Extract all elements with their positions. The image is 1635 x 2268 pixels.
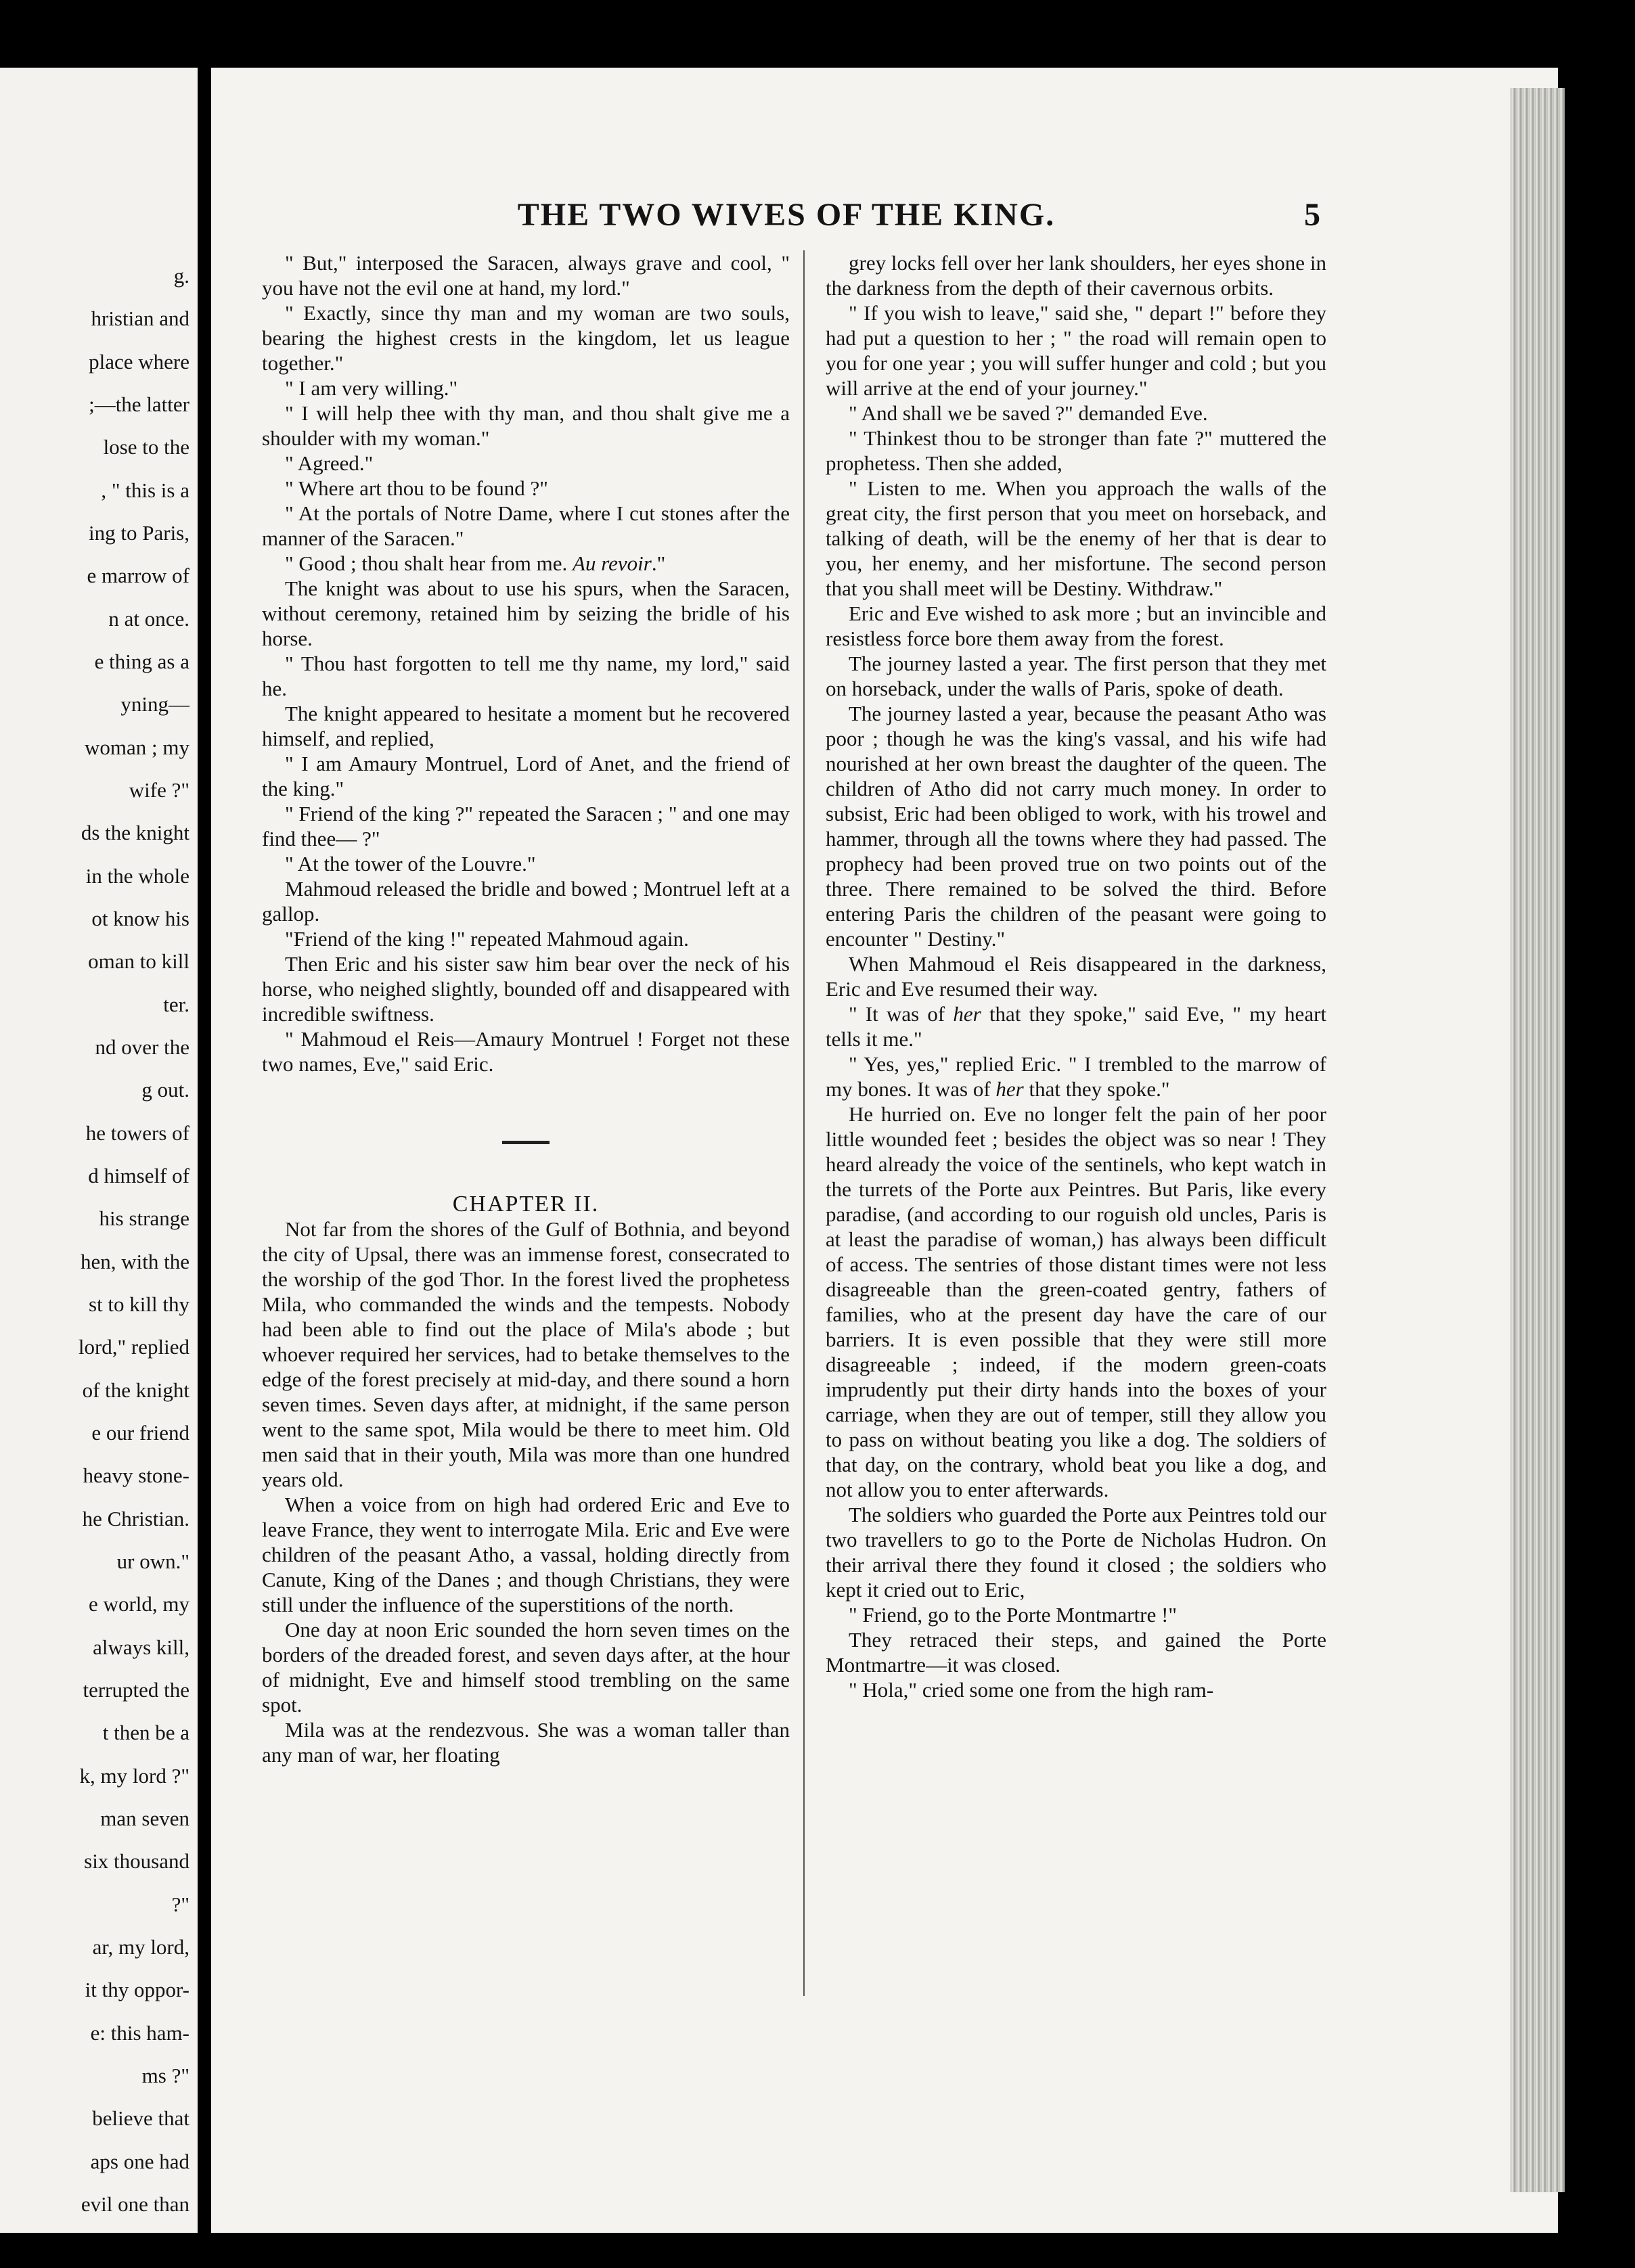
left-page-line: k, my lord ?" [79, 1764, 189, 1788]
italic-run: her [953, 1002, 981, 1026]
paragraph: The knight appeared to hesitate a moment but he recovered himself, and replied, [262, 702, 790, 750]
left-page-line: hristian and [91, 307, 189, 330]
running-title: THE TWO WIVES OF THE KING. [517, 197, 1056, 233]
left-page-line: e: this ham- [90, 2021, 189, 2045]
left-page-line: man seven [100, 1807, 189, 1830]
paragraph: The journey lasted a year. The first person that they met on horseback, under the walls of Paris, spoke of death. [826, 652, 1326, 700]
left-page-line: always kill, [93, 1635, 189, 1659]
left-page-line: ot know his [91, 907, 189, 930]
paragraph: When a voice from on high had ordered Eric and Eve to leave France, they went to interrogate Mila. Eric and Eve were children of the peasant Atho, a vassal, holding directly from Canute, King of the Danes ; and though Christians, they were still under the influence of the superstitions of the north. [262, 1493, 790, 1616]
left-page-line: six thousand [84, 1849, 189, 1873]
left-page-line: ar, my lord, [92, 1935, 189, 1959]
left-page-line: he Christian. [82, 1507, 189, 1530]
paragraph: grey locks fell over her lank shoulders, her eyes shone in the darkness from the depth of their cavernous orbits. [826, 251, 1326, 300]
left-page-line: ?" [171, 1892, 189, 1916]
left-page-line: d himself of [88, 1164, 189, 1187]
left-page-line: ds the knight [81, 821, 189, 844]
paragraph: " At the portals of Notre Dame, where I cut stones after the manner of the Saracen." [262, 501, 790, 550]
left-page-line: in the whole [85, 864, 189, 888]
left-page-line: ing to Paris, [89, 521, 189, 545]
paragraph: " Where art thou to be found ?" [285, 476, 548, 500]
paragraph: " Mahmoud el Reis—Amaury Montruel ! Forget not these two names, Eve," said Eric. [262, 1027, 790, 1076]
left-page-line: of the knight [82, 1378, 189, 1402]
left-page-line: evil one than [81, 2192, 189, 2216]
paragraph: Not far from the shores of the Gulf of Bothnia, and beyond the city of Upsal, there was an immense forest, consecrated to the worship of the god Thor. In the forest lived the prophetess Mila, who commanded the winds and the tempests. Nobody had been able to find out the place of Mila's abode ; but whoever required her services, had to betake themselves to the edge of the forest precisely at mid-day, and there sound a horn seven times. Seven days after, at midnight, if the same person went to the same spot, Mila would be there to meet him. Old men said that in their youth, Mila was more than one hundred years old. [262, 1217, 790, 1491]
paragraph [262, 551, 790, 576]
left-page-line: hen, with the [81, 1250, 189, 1273]
paragraph: " Hola," cried some one from the high ram- [849, 1678, 1214, 1702]
section-divider [502, 1141, 550, 1144]
paragraph: "Friend of the king !" repeated Mahmoud again. [285, 927, 689, 951]
paragraph: The soldiers who guarded the Porte aux Peintres told our two travellers to go to the Porte de Nicholas Hudron. On their arrival there they found it closed ; the soldiers who kept it cried out to Eric, [826, 1503, 1326, 1602]
left-page-line: g. [173, 264, 189, 288]
paragraph: " Exactly, since thy man and my woman are two souls, bearing the highest crests in the kingdom, let us league together." [262, 301, 790, 375]
paragraph: " Friend, go to the Porte Montmartre !" [849, 1603, 1178, 1627]
left-page-line: believe that [92, 2106, 189, 2130]
italic-run: Au revoir [573, 551, 652, 575]
paragraph: " Friend of the king ?" repeated the Saracen ; " and one may find thee— ?" [262, 802, 790, 850]
left-page-line: , " this is a [101, 478, 189, 502]
paragraph-group [262, 576, 790, 1076]
text-run: " Yes, yes," replied Eric. " I trembled to the marrow of my bones. It was of [826, 1052, 1326, 1101]
left-page-line: ;—the latter [89, 392, 189, 416]
left-page-line: wife ?" [129, 778, 189, 802]
italic-run: her [995, 1077, 1024, 1101]
left-page-line: e world, my [89, 1592, 189, 1616]
left-page-line: n at once. [108, 607, 189, 631]
page-edge-stack [1510, 88, 1565, 2192]
left-page-fragment [0, 68, 198, 2233]
text-column-left [262, 250, 790, 1767]
paragraph: The journey lasted a year, because the peasant Atho was poor ; though he was the king's vassal, and his wife had nourished at her own breast the daughter of the queen. The children of Atho did not carry much money. In order to subsist, Eric had been obliged to work, with his trowel and hammer, through all the towns where they had passed. The prophecy had been proved true on two points out of the three. There remained to be solved the third. Before entering Paris the children of the peasant were going to encounter " Destiny." [826, 702, 1326, 951]
left-page-line: his strange [99, 1206, 189, 1230]
paragraph: When Mahmoud el Reis disappeared in the darkness, Eric and Eve resumed their way. [826, 952, 1326, 1001]
left-page-line: terrupted the [83, 1678, 189, 1702]
left-page-line: place where [89, 350, 189, 373]
left-page-line: g out. [141, 1078, 189, 1102]
paragraph: " Agreed." [285, 451, 374, 475]
left-page-line: it thy oppor- [85, 1978, 189, 2001]
left-page-line: st to kill thy [89, 1292, 189, 1316]
left-page-line: oman to kill [88, 949, 189, 973]
paragraph: " Thinkest thou to be stronger than fate ?" muttered the prophetess. Then she added, [826, 426, 1326, 475]
paragraph-group [826, 250, 1326, 1001]
left-page-line: aps one had [90, 2150, 189, 2173]
left-page-line: lord," replied [78, 1335, 189, 1359]
paragraph: He hurried on. Eve no longer felt the pain of her poor little wounded feet ; besides the object was so near ! They heard already the voice of the sentinels, who kept watch in the turrets of the Porte aux Peintres. But Paris, like every paradise, (and according to our roguish old uncles, Paris is at least the paradise of woman,) has always been difficult of access. The sentries of those distant times were not less disagreeable than the green-coated gentry, fathers of families, who at the present day have the care of our barriers. It is even possible that they were still more disagreeable ; indeed, if the modern green-coats imprudently put their dirty hands into the boxes of your carriage, when they are out of temper, still they allow you to pass on without beating you like a dog. The soldiers of that day, on the contrary, whold beat you like a dog, and not allow you to enter afterwards. [826, 1102, 1326, 1501]
paragraph: The knight was about to use his spurs, when the Saracen, without ceremony, retained him by seizing the bridle of his horse. [262, 576, 790, 650]
text-run: " It was of [849, 1002, 954, 1026]
paragraph-group [262, 1217, 790, 1767]
text-run: ." [651, 551, 666, 575]
paragraph: " Listen to me. When you approach the walls of the great city, the first person that you meet on horseback, and talking of death, will be the enemy of her that is dear to you, her enemy, and her misfortune. The second person that you shall meet will be Destiny. Withdraw." [826, 476, 1326, 600]
left-page-line: lose to the [103, 435, 189, 459]
left-page-line: ur own." [116, 1549, 189, 1573]
book-page [211, 68, 1558, 2233]
left-page-line: t then be a [102, 1721, 189, 1744]
paragraph-group [826, 1102, 1326, 1702]
paragraph: " At the tower of the Louvre." [285, 852, 536, 876]
paragraph-group [262, 250, 790, 551]
paragraph: One day at noon Eric sounded the horn seven times on the borders of the dreaded forest, and seven days after, at the hour of midnight, Eve and himself stood trembling on the same spot. [262, 1618, 790, 1717]
column-divider [803, 250, 805, 1996]
left-page-line: ms ?" [141, 2064, 189, 2087]
paragraph: Then Eric and his sister saw him bear over the neck of his horse, who neighed slightly, bounded off and disappeared with incredible swiftness. [262, 952, 790, 1026]
left-page-line: e marrow of [87, 564, 189, 587]
paragraph: Mahmoud released the bridle and bowed ; Montruel left at a gallop. [262, 877, 790, 926]
chapter-heading: CHAPTER II. [452, 1192, 600, 1217]
left-page-line: ter. [163, 993, 189, 1016]
paragraph: Eric and Eve wished to ask more ; but an invincible and resistless force bore them away from the forest. [826, 602, 1326, 650]
paragraph: " I am Amaury Montruel, Lord of Anet, and the friend of the king." [262, 752, 790, 800]
text-run: that they spoke." [1023, 1077, 1170, 1101]
paragraph [826, 1051, 1326, 1102]
text-run: that they spoke," said Eve, " my heart tells it me." [826, 1002, 1327, 1051]
paragraph: " I am very willing." [285, 376, 458, 400]
paragraph: They retraced their steps, and gained the Porte Montmartre—it was closed. [826, 1628, 1326, 1677]
left-page-line: e our friend [91, 1421, 189, 1445]
paragraph: " And shall we be saved ?" demanded Eve. [849, 401, 1208, 425]
text-column-right [826, 250, 1326, 1702]
paragraph: " If you wish to leave," said she, " depart !" before they had put a question to her ; " the road will remain open to you for one year ; you will suffer hunger and cold ; but you will arrive at the end of your journey." [826, 301, 1326, 400]
left-page-line: nd over the [95, 1035, 189, 1059]
left-page-line: heavy stone- [83, 1464, 189, 1487]
paragraph [826, 1001, 1326, 1051]
text-run: " Good ; thou shalt hear from me. [285, 551, 573, 575]
left-page-line: yning— [120, 692, 189, 716]
paragraph: " I will help thee with thy man, and thou shalt give me a shoulder with my woman." [262, 401, 790, 450]
left-page-line: he towers of [85, 1121, 189, 1145]
left-page-line: e thing as a [94, 650, 189, 673]
paragraph: " But," interposed the Saracen, always grave and cool, " you have not the evil one at hand, my lord." [262, 251, 790, 300]
paragraph: Mila was at the rendezvous. She was a woman taller than any man of war, her floating [262, 1718, 790, 1767]
paragraph: " Thou hast forgotten to tell me thy name, my lord," said he. [262, 652, 790, 700]
page-number: 5 [1304, 197, 1320, 233]
left-page-line: woman ; my [85, 735, 189, 759]
